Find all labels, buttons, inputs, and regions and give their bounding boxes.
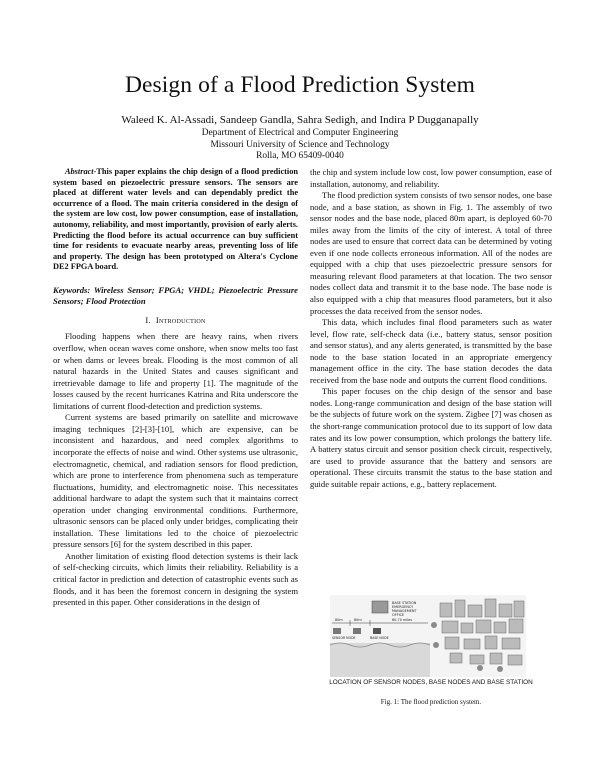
fig-label-80m: 80m	[335, 618, 343, 622]
body-paragraph: Another limitation of existing flood detection systems is their lack of self-checking circuits, which limits their reliability. Reliability is a critical factor in prediction and detection of catastrophic events such as floods, and it has been the foremost concern in designing the system presented in this paper. Other considerations in the design of	[53, 550, 298, 608]
body-paragraph: The flood prediction system consists of two sensor nodes, one base node, and a base station, as shown in Fig. 1. The assembly of two sensor nodes and the base node, placed 80m apart, is deployed 60-70 miles away from the limits of the city of interest. A total of three nodes are used to ensure that correct data can be determined by voting even if one node collects erroneous information. All of the nodes are equipped with a chip that uses piezoelectric pressure sensors for measuring relevant flood parameters at that location. The two sensor nodes collect data and transmit it to the base node. The base node is also equipped with a chip that measures flood parameters, but it also processes the data received from the sensor nodes.	[310, 190, 552, 316]
body-paragraph: Current systems are based primarily on satellite and microwave imaging techniques [2]-[3]-[10], which are expensive, can be inconsistent and hazardous, and need complex algorithms to incorporate the effects of noise and wind. Other systems use ultrasonic, electromagnetic, chemical, and radiation sensors for flood prediction, which are prone to interference from phenomena such as temperature fluctuations, humidity, and electromagnetic noise. This necessitates additional hardware to adapt the system such that it maintains correct operation under changing environmental conditions. Furthermore, ultrasonic sensors can be placed only under bridges, complicating their installation. These limitations led to the choice of piezoelectric pressure sensors [6] for the system described in this paper.	[53, 412, 298, 550]
fig-label-base-node: BASE NODE	[370, 636, 389, 640]
abstract-text: This paper explains the chip design of a flood prediction system based on piezoelectric pressure sensors. The sensors are placed at different water levels and can dependably predict the occurrence of a flood. The main criteria considered in the design of the system are low cost, low power consumption, ease of installation, autonomy, reliability, and most importantly, provision of early alerts. Predicting the flood before its actual occurrence can buy sufficient time for residents to evacuate nearby areas, preventing loss of life and property. The design has been prototyped on Altera's Cyclone DE2 FPGA board.	[53, 167, 298, 272]
body-paragraph: This data, which includes final flood parameters such as water level, flow rate, self-check data (i.e., battery status, sensor position and sensor status), and any alerts generated, is transmitted by the base node to the base station located in an appropriate emergency management office in the city. The base station decodes the data received from the base node and outputs the current flood conditions.	[310, 317, 552, 385]
right-column	[310, 167, 552, 489]
abstract-label: Abstract-	[65, 167, 97, 176]
body-paragraph: This paper focuses on the chip design of the sensor and base nodes. Long-range communication and design of the base station will be the subjects of future work on the system. Zigbee [7] was chosen as the short-range communication protocol due to its support of low data rates and its low power consumption, which prolongs the battery life. A battery status circuit and sensor position check circuit, respectively, are used to provide assurance that the battery and sensors are operational. These circuits transmit the status to the base station and guide suitable repair actions, e.g., battery replacement.	[310, 386, 552, 489]
river-water	[330, 643, 430, 677]
section-title: Introduction	[155, 314, 206, 325]
fig-label-80m: 80m	[354, 618, 362, 622]
fig-label-distance: 60-70 miles	[392, 618, 412, 622]
sensor-node-marker	[333, 628, 341, 634]
base-node-marker	[373, 628, 381, 634]
affiliation-city: Rolla, MO 65409-0040	[256, 151, 344, 162]
abstract	[53, 167, 298, 273]
body-paragraph: the chip and system include low cost, low power consumption, ease of installation, autonomy, and reliability.	[310, 167, 552, 189]
figure-caption-upper: LOCATION OF SENSOR NODES, BASE NODES AND BASE STATION	[329, 679, 533, 686]
sensor-node-marker	[353, 628, 361, 634]
figure-flood-system	[330, 595, 526, 677]
affiliation-university: Missouri University of Science and Technology	[210, 139, 390, 150]
author-list: Waleed K. Al-Assadi, Sandeep Gandla, Sahra Sedigh, and Indira P Dugganapally	[121, 114, 479, 126]
base-station-building	[372, 601, 388, 613]
fig-label-emergency: EMERGENCY	[392, 605, 414, 609]
figure-diagram	[330, 595, 526, 677]
fig-label-base-station: BASE STATION	[392, 601, 417, 605]
affiliation	[0, 128, 600, 163]
paper-title: Design of a Flood Prediction System	[124, 72, 476, 98]
body-paragraph: Flooding happens when there are heavy rains, when rivers overflow, when ocean waves come onshore, when snow melts too fast or when dams or levees break. Flooding is the most common of all natural hazards in the United States and causes significant and irretrievable damage to life and property [1]. The magnitude of the losses caused by the recent hurricanes Katrina and Rita underscore the limitations of current flood-detection and prediction systems.	[53, 331, 298, 411]
affiliation-department: Department of Electrical and Computer Engineering	[201, 128, 399, 138]
section-heading-introduction	[53, 315, 298, 327]
section-number: I.	[145, 314, 151, 325]
left-column	[53, 167, 298, 609]
fig-label-office: OFFICE	[392, 613, 405, 617]
figure-caption: Fig. 1: The flood prediction system.	[380, 698, 482, 706]
fig-label-sensor-node: SENSOR NODE	[332, 636, 356, 640]
keywords: Keywords: Wireless Sensor; FPGA; VHDL; Piezoelectric Pressure Sensors; Flood Protection	[53, 284, 298, 306]
fig-label-management: MANAGEMENT	[392, 609, 417, 613]
